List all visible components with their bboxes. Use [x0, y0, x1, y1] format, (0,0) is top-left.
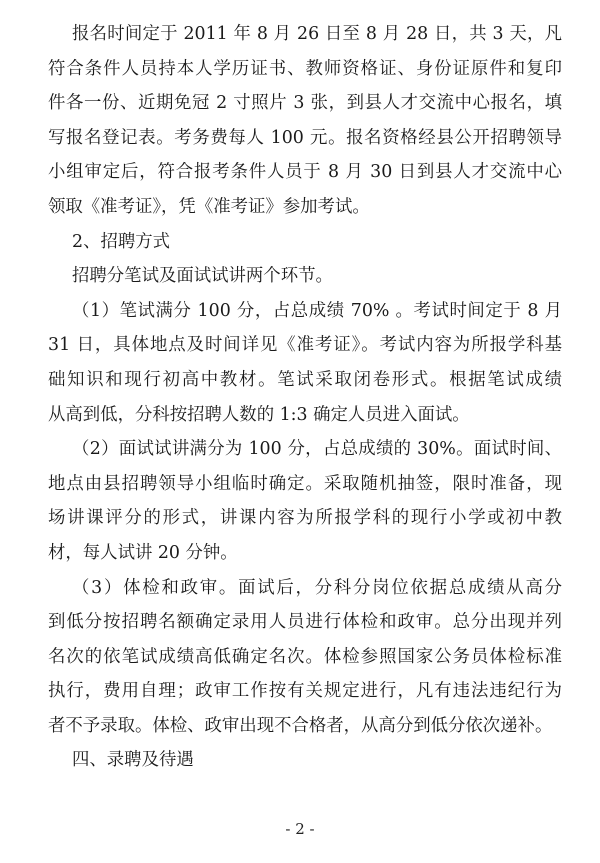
- text-line: 到低分按招聘名额确定录用人员进行体检和政审。总分出现并列: [48, 612, 562, 633]
- recruitment-method-intro: 招聘分笔试及面试试讲两个环节。: [72, 266, 333, 287]
- text-line: 执行，费用自理；政审工作按有关规定进行，凡有违法违纪行为: [48, 681, 562, 702]
- text-line: 小组审定后，符合报考条件人员于 8 月 30 日到县人才交流中心: [48, 162, 562, 183]
- registration-paragraph: [48, 17, 562, 225]
- written-exam-paragraph: [48, 294, 562, 432]
- text-line: 场讲课评分的形式，讲课内容为所报学科的现行小学或初中教: [48, 508, 562, 529]
- page-number: - 2 -: [285, 820, 315, 838]
- text-line: 名次的依笔试成绩高低确定名次。体检参照国家公务员体检标准: [48, 646, 562, 667]
- text-line: 领取《准考证》，凭《准考证》参加考试。: [48, 196, 370, 217]
- document-body: [48, 17, 562, 778]
- section-heading-employment-and-benefits: 四、录聘及待遇: [72, 750, 194, 771]
- interview-paragraph: [48, 432, 562, 570]
- text-line: 写报名登记表。考务费每人 100 元。报名资格经县公开招聘领导: [48, 127, 562, 148]
- text-line: 材，每人试讲 20 分钟。: [48, 542, 238, 563]
- text-line: 件各一份、近期免冠 2 寸照片 3 张，到县人才交流中心报名，填: [48, 93, 562, 114]
- text-line: （3）体检和政审。面试后，分科分岗位依据总成绩从高分: [72, 577, 562, 598]
- text-line: 地点由县招聘领导小组临时确定。采取随机抽签，限时准备，现: [48, 473, 562, 494]
- text-line: 31 日，具体地点及时间详见《准考证》。考试内容为所报学科基: [48, 335, 562, 356]
- section-heading-recruitment-method: 2、招聘方式: [72, 231, 171, 252]
- text-line: 者不予录取。体检、政审出现不合格者，从高分到低分依次递补。: [48, 715, 553, 736]
- text-line: 从高到低，分科按招聘人数的 1:3 确定人员进入面试。: [48, 404, 470, 425]
- exam-review-paragraph: [48, 571, 562, 744]
- text-line: 符合条件人员持本人学历证书、教师资格证、身份证原件和复印: [48, 58, 562, 79]
- text-line: 础知识和现行初高中教材。笔试采取闭卷形式。根据笔试成绩: [48, 369, 562, 390]
- text-line: 报名时间定于 2011 年 8 月 26 日至 8 月 28 日，共 3 天，凡: [72, 24, 562, 44]
- text-line: （1）笔试满分 100 分，占总成绩 70% 。考试时间定于 8 月: [72, 300, 562, 321]
- text-line: （2）面试试讲满分为 100 分，占总成绩的 30%。面试时间、: [72, 439, 562, 460]
